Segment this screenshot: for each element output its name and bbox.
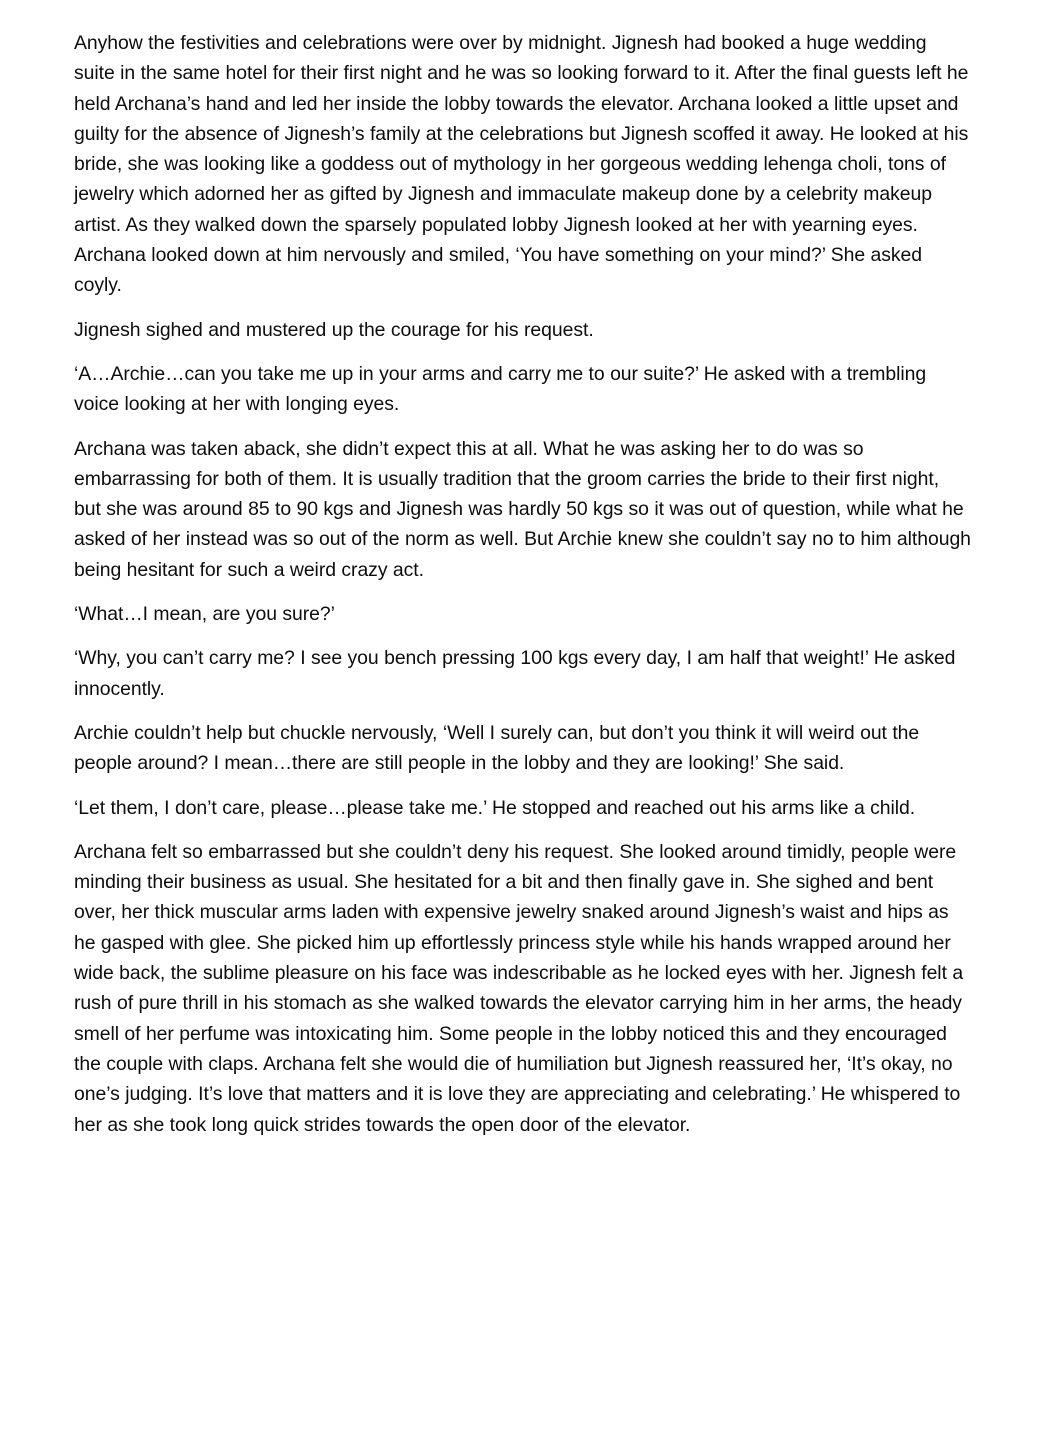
paragraph: Archana felt so embarrassed but she couldn’t deny his request. She looked around timidly, people were minding their business as usual. She hesitated for a bit and then finally gave in. She sighed and bent over, her thick muscular arms laden with expensive jewelry snaked around Jignesh’s waist and hips as he gasped with glee. She picked him up effortlessly princess style while his hands wrapped around her wide back, the sublime pleasure on his face was indescribable as he locked eyes with her. Jignesh felt a rush of pure thrill in his stomach as she walked towards the elevator carrying him in her arms, the heady smell of her perfume was intoxicating him. Some people in the lobby noticed this and they encouraged the couple with claps. Archana felt she would die of humiliation but Jignesh reassured her, ‘It’s okay, no one’s judging. It’s love that matters and it is love they are appreciating and celebrating.’ He whispered to her as she took long quick strides towards the open door of the elevator. bbox=[74, 840, 964, 1136]
paragraph: ‘Let them, I don’t care, please…please take me.’ He stopped and reached out his arms like a child. bbox=[74, 796, 916, 819]
paragraph: Archana was taken aback, she didn’t expect this at all. What he was asking her to do was so embarrassing for both of them. It is usually tradition that the groom carries the bride to their first night, but she was around 85 to 90 kgs and Jignesh was hardly 50 kgs so it was out of question, while what he asked of her instead was so out of the norm as well. But Archie knew she couldn’t say no to him although being hesitant for such a weird crazy act. bbox=[74, 437, 971, 581]
paragraph: ‘Why, you can’t carry me? I see you bench pressing 100 kgs every day, I am half that weight!’ He asked innocently. bbox=[74, 647, 956, 700]
paragraph: Jignesh sighed and mustered up the courage for his request. bbox=[74, 318, 594, 341]
paragraph: Archie couldn’t help but chuckle nervously, ‘Well I surely can, but don’t you think it will weird out the people around? I mean…there are still people in the lobby and they are looking!’ She said. bbox=[74, 721, 920, 775]
document-text-column bbox=[74, 28, 971, 1140]
paragraph: ‘A…Archie…can you take me up in your arms and carry me to our suite?’ He asked with a trembling voice looking at her with longing eyes. bbox=[74, 362, 927, 416]
paragraph: Anyhow the festivities and celebrations were over by midnight. Jignesh had booked a huge wedding suite in the same hotel for their first night and he was so looking forward to it. After the final guests left he held Archana’s hand and led her inside the lobby towards the elevator. Archana looked a little upset and guilty for the absence of Jignesh’s family at the celebrations but Jignesh scoffed it away. He looked at his bride, she was looking like a goddess out of mythology in her gorgeous wedding lehenga choli, tons of jewelry which adorned her as gifted by Jignesh and immaculate makeup done by a celebrity makeup artist. As they walked down the sparsely populated lobby Jignesh looked at her with yearning eyes. Archana looked down at him nervously and smiled, ‘You have something on your mind?’ She asked coyly. bbox=[74, 32, 969, 297]
paragraph: ‘What…I mean, are you sure?’ bbox=[74, 603, 335, 626]
